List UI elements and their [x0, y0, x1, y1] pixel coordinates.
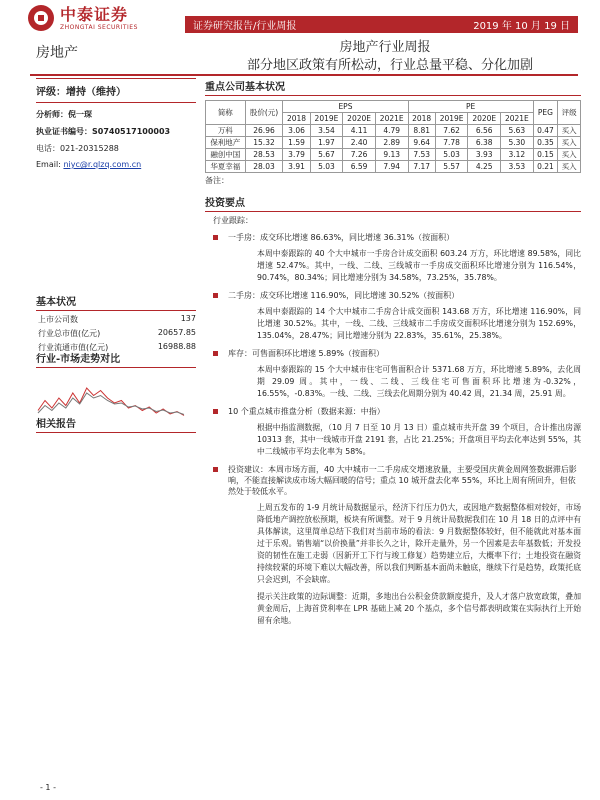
cell-eps: 2.89 — [375, 137, 408, 149]
investment-paragraph: 本周中泰跟踪的 14 个大中城市二手房合计成交面积 143.68 万方，环比增速 116.90%，同比增速 30.52%。其中，一线、二线、三线城市二手房成交面积环比增速分别为 152.69%，135.04%，28.47%；同比增速分别为 22.83%，35.61%，25.38%。 — [257, 307, 581, 340]
bullet-text: 一手房：成交环比增速 86.63%，同比增速 36.31%（按面积） — [228, 233, 455, 242]
main-content — [205, 78, 581, 627]
cell-peg: 0.47 — [533, 125, 558, 137]
basic-label: 行业流通市值(亿元) — [38, 343, 109, 352]
cell-eps: 5.67 — [310, 149, 343, 161]
cell-peg: 0.21 — [533, 161, 558, 173]
investment-bullet — [205, 406, 581, 417]
cell-price: 28.53 — [245, 149, 283, 161]
cell-pe: 5.30 — [501, 137, 534, 149]
cell-price: 28.03 — [245, 161, 283, 173]
cell-eps: 3.79 — [283, 149, 310, 161]
basic-row — [36, 328, 196, 339]
company-logo — [28, 2, 138, 34]
cell-pe: 3.53 — [501, 161, 534, 173]
cell-eps: 5.03 — [310, 161, 343, 173]
cell-pe: 7.53 — [408, 149, 435, 161]
cell-eps: 3.06 — [283, 125, 310, 137]
basic-row — [36, 314, 196, 325]
cell-name: 融创中国 — [206, 149, 246, 161]
th-year: 2018 — [283, 113, 310, 125]
report-type: 证券研究报告/行业周报 — [193, 21, 297, 32]
th-year: 2021E — [501, 113, 534, 125]
rating: 评级：增持（维持） — [36, 78, 196, 103]
investment-bullet — [205, 290, 581, 301]
th-year: 2018 — [408, 113, 435, 125]
investment-bullet — [205, 348, 581, 359]
th-year: 2020E — [468, 113, 501, 125]
bullet-square-icon — [213, 293, 218, 298]
company-table-heading: 重点公司基本状况 — [205, 78, 581, 96]
track-label: 行业跟踪： — [213, 216, 253, 225]
market-view-paragraph: 上周五发布的 1-9 月统计局数据显示，经济下行压力仍大，或因地产数据整体相对较好，市场降低地产调控放松预期，板块有所调整。对于 9 月统计局数据我们在 10 月 18 日的点评中有具体解读，这里简单总结下我们对当前市场的看法：9 月数据整体较好，但不能就此对基本面过于乐观。销售端“以价换量”并非长久之计，除开走量外，另一个因素是去年基数低；开发投资的韧性在施工走弱（因新开工下行与竣工修复）趋势建立后，大概率下行；土地投资在融资持续较紧的环境下难以大幅改善，所以我们判断基本面尚未触底，继续下行是趋势，政策托底只会迟到，不会缺席。 — [257, 503, 581, 584]
table-row — [206, 161, 581, 173]
cell-price: 15.32 — [245, 137, 283, 149]
page-number: - 1 - — [40, 783, 56, 792]
cell-peg: 0.15 — [533, 149, 558, 161]
cell-eps: 6.59 — [343, 161, 376, 173]
left-sidebar — [36, 78, 196, 169]
cell-rating: 买入 — [558, 161, 581, 173]
logo-cn: 中泰证券 — [60, 4, 129, 24]
cell-eps: 1.97 — [310, 137, 343, 149]
th-price: 股价(元) — [245, 101, 283, 125]
investment-bullet — [205, 232, 581, 243]
cell-pe: 4.25 — [468, 161, 501, 173]
logo-icon — [28, 5, 54, 31]
basic-status — [36, 293, 196, 353]
basic-value: 137 — [180, 314, 196, 323]
cert-no: S0740517100003 — [92, 127, 171, 136]
bullet-square-icon — [213, 409, 218, 414]
table-note: 备注： — [205, 176, 229, 185]
cell-price: 26.96 — [245, 125, 283, 137]
table-row — [206, 149, 581, 161]
analyst-name: 倪一琛 — [68, 110, 92, 119]
cell-pe: 6.56 — [468, 125, 501, 137]
cell-rating: 买入 — [558, 149, 581, 161]
related-heading: 相关报告 — [36, 415, 196, 433]
cell-name: 万科 — [206, 125, 246, 137]
cell-peg: 0.35 — [533, 137, 558, 149]
cell-eps: 7.26 — [343, 149, 376, 161]
cert-line: 执业证书编号：S0740517100003 — [36, 127, 171, 136]
cell-pe: 5.63 — [501, 125, 534, 137]
cell-eps: 9.13 — [375, 149, 408, 161]
bullet-text: 10 个重点城市推盘分析（数据来源：中指） — [228, 407, 385, 416]
investment-bullet — [205, 464, 581, 497]
report-title: 房地产行业周报 — [339, 40, 431, 55]
basic-heading: 基本状况 — [36, 293, 196, 311]
trend-line-market — [38, 393, 184, 415]
investment-paragraph: 根据中指监测数据，（10 月 7 日至 10 月 13 日）重点城市共开盘 39 个项目，合计推出房源 10313 套，其中一线城市开盘 2191 套，占比 21.25%；开盘项目平均去化率达到 55%，其中二线城市平均去化率为 58%。 — [257, 423, 581, 456]
th-year: 2020E — [343, 113, 376, 125]
cell-pe: 5.03 — [435, 149, 468, 161]
cell-eps: 4.11 — [343, 125, 376, 137]
table-row — [206, 125, 581, 137]
investment-heading: 投资要点 — [205, 194, 581, 212]
table-row — [206, 137, 581, 149]
bullet-square-icon — [213, 467, 218, 472]
company-table — [205, 100, 581, 173]
cell-pe: 9.64 — [408, 137, 435, 149]
report-subtitle: 部分地区政策有所松动，行业总量平稳、分化加剧 — [246, 58, 533, 73]
policy-paragraph: 提示关注政策的边际调整：近期，多地出台公积金贷款额度提升，及人才落户放宽政策，叠加黄金周后，上海首贷利率在 LPR 基础上减 20 个基点，多个信号都表明政策在实际执行上开始留有余地。 — [257, 592, 581, 625]
cell-name: 保利地产 — [206, 137, 246, 149]
cell-eps: 7.94 — [375, 161, 408, 173]
cell-pe: 3.93 — [468, 149, 501, 161]
basic-value: 20657.85 — [157, 328, 196, 337]
cell-eps: 3.91 — [283, 161, 310, 173]
th-year: 2019E — [310, 113, 343, 125]
cell-name: 华夏幸福 — [206, 161, 246, 173]
cell-pe: 5.57 — [435, 161, 468, 173]
cell-eps: 2.40 — [343, 137, 376, 149]
investment-paragraph: 本周中泰跟踪的 40 个大中城市一手房合计成交面积 603.24 万方，环比增速 89.58%，同比增速 52.47%。其中，一线、二线、三线城市一手房成交面积环比增速分别为 116.54%，90.74%，80.34%；同比增速分别为 34.58%，73.25%，35.78%。 — [257, 249, 581, 282]
basic-label: 行业总市值(亿元) — [38, 329, 101, 338]
th-peg: PEG — [533, 101, 558, 125]
logo-en: ZHONGTAI SECURITIES — [60, 23, 138, 31]
th-pe: PE — [408, 101, 533, 113]
bullet-square-icon — [213, 351, 218, 356]
basic-value: 16988.88 — [157, 342, 196, 351]
analyst-line: 分析师：倪一琛 — [36, 110, 92, 119]
cell-eps: 1.59 — [283, 137, 310, 149]
cell-pe: 6.38 — [468, 137, 501, 149]
basic-label: 上市公司数 — [38, 315, 78, 324]
bullet-text: 库存：可售面积环比增速 5.89%（按面积） — [228, 349, 384, 358]
report-date: 2019 年 10 月 19 日 — [473, 21, 570, 32]
cell-pe: 3.12 — [501, 149, 534, 161]
bullet-square-icon — [213, 235, 218, 240]
email-link[interactable]: niyc@r.qlzq.com.cn — [63, 160, 142, 169]
th-year: 2021E — [375, 113, 408, 125]
cell-pe: 8.81 — [408, 125, 435, 137]
cell-eps: 4.79 — [375, 125, 408, 137]
th-rating: 评级 — [558, 101, 581, 125]
tel-line: 电话：021-20315288 — [36, 144, 119, 153]
investment-paragraph: 本周中泰跟踪的 15 个大中城市住宅可售面积合计 5371.68 万方，环比增速 5.89%，去化周期 29.09 周。其中，一线、二线、三线住宅可售面积环比增速为-0.32%，16.55%，-0.83%。一线、二线、三线去化周期分别为 40.42 周，21.34 周，25.91 周。 — [257, 365, 581, 398]
header-bar — [185, 16, 578, 33]
cell-pe: 7.62 — [435, 125, 468, 137]
bullet-text: 投资建议：本周市场方面，40 大中城市一二手房成交增速放量，主要受国庆黄金周网签数据滞后影响，不能直接解读成市场大幅回暖的信号；重点 10 城开盘去化率 55%，环比上周有所回升，但依然处于较低水平。 — [228, 465, 577, 496]
trend-heading: 行业-市场走势对比 — [36, 350, 196, 368]
cell-pe: 7.17 — [408, 161, 435, 173]
th-eps: EPS — [283, 101, 408, 113]
th-name: 简称 — [206, 101, 246, 125]
email-line: Email: niyc@r.qlzq.com.cn — [36, 160, 142, 169]
th-year: 2019E — [435, 113, 468, 125]
title-rule — [30, 74, 578, 76]
sector-label: 房地产 — [36, 45, 78, 61]
cell-pe: 7.78 — [435, 137, 468, 149]
cell-rating: 买入 — [558, 125, 581, 137]
bullet-text: 二手房：成交环比增速 116.90%，同比增速 30.52%（按面积） — [228, 291, 460, 300]
related-reports — [36, 415, 196, 433]
cell-rating: 买入 — [558, 137, 581, 149]
cell-eps: 3.54 — [310, 125, 343, 137]
tel: 021-20315288 — [60, 144, 119, 153]
